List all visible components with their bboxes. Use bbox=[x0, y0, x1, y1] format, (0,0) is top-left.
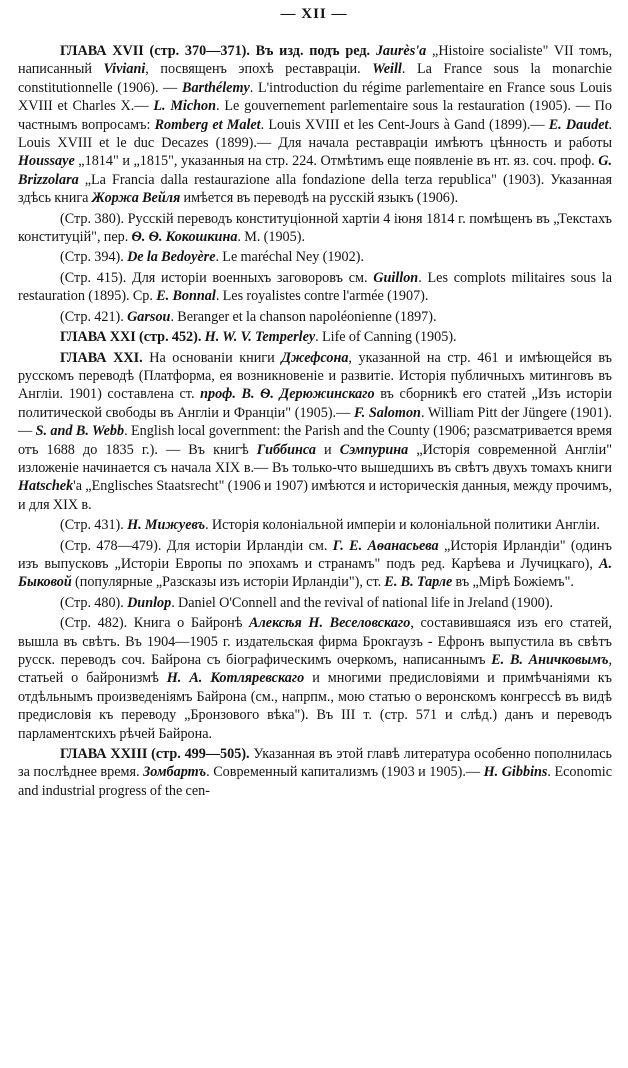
body-text: Указанная въ этой главѣ литература особенно пополнилась за послѣднее время. bbox=[18, 746, 612, 781]
paragraph-p1 bbox=[18, 42, 612, 208]
author-name: Houssaye bbox=[18, 153, 75, 170]
author-name: Н. А. Котляревскаго bbox=[166, 670, 305, 687]
author-name: Guillon bbox=[373, 269, 419, 286]
chapter-heading: ГЛАВА XXI (стр. 452). bbox=[60, 329, 205, 346]
body-text: (популярные „Разсказы изъ исторіи Ирландіи"), ст. bbox=[71, 574, 385, 591]
author-name: проф. В. Ѳ. Дерюжинскаго bbox=[200, 386, 375, 403]
paragraph-p2 bbox=[18, 210, 612, 247]
body-text: На основаніи книги bbox=[149, 349, 282, 366]
author-name: H. W. V. Temperley bbox=[204, 329, 316, 346]
body-text: . Le maréchal Ney (1902). bbox=[215, 249, 364, 266]
body-text: , составившаяся изъ его статей, вышла въ свѣтъ. Въ 1904—1905 г. издательская фирма Брокгаузъ - Ефронъ выпустила въ свѣтъ русск. переводъ соч. Байрона съ біографическимъ очеркомъ, написаннымъ bbox=[18, 615, 612, 668]
chapter-heading: ГЛАВА XXI. bbox=[60, 349, 150, 366]
author-name: Гиббинса bbox=[256, 441, 316, 458]
author-name: Е. В. Аничковымъ bbox=[491, 652, 609, 668]
author-name: Е. В. Тарле bbox=[384, 574, 453, 591]
author-name: Джефсона bbox=[281, 349, 349, 366]
author-name: De la Bedoyère bbox=[127, 249, 216, 266]
chapter-heading: ГЛАВА XXIII (стр. 499—505). bbox=[60, 746, 254, 763]
author-name: Ѳ. Ѳ. Кокошкина bbox=[131, 229, 238, 246]
body-text: 'а „Englisches Staatsrecht" (1906 и 1907) имѣются и историческія данныя, между прочимъ, и для XIX в. bbox=[18, 478, 612, 513]
author-name: S. and B. Webb bbox=[35, 423, 125, 440]
author-name: Зомбартъ bbox=[143, 764, 207, 781]
body-text: „La Francia dalla restaurazione alla fondazione della terza republica" (1903). Указанная здѣсь книга bbox=[18, 171, 612, 207]
body-text: (Стр. 415). Для исторіи военныхъ заговоровъ см. bbox=[60, 269, 374, 286]
body-text: (Стр. 431). bbox=[60, 517, 128, 534]
author-name: Г. Е. Аѳанасьева bbox=[332, 537, 439, 554]
author-name: L. Michon bbox=[153, 98, 217, 115]
author-name: Jaurès'a bbox=[375, 43, 427, 59]
paragraph-p4 bbox=[18, 269, 612, 306]
author-name: Жоржа Вейля bbox=[91, 190, 181, 207]
document-body bbox=[18, 42, 612, 802]
body-text: и bbox=[315, 441, 340, 458]
paragraph-p9 bbox=[18, 537, 612, 592]
body-text: (Стр. 480). bbox=[60, 594, 128, 611]
author-name: E. Daudet bbox=[548, 116, 609, 133]
paragraph-p8 bbox=[18, 516, 612, 534]
author-name: Н. Мижуевъ bbox=[127, 517, 206, 534]
body-text: . La France sous la monarchie constitutionnelle (1906). — bbox=[18, 61, 612, 96]
body-text: . Louis XVIII et le duc Decazes (1899).— Для начала реставраціи имѣютъ цѣнность и работы bbox=[18, 116, 612, 152]
body-text: „Histoire socialiste" VII томъ, написанный bbox=[18, 43, 613, 78]
body-text: . Les complots militaires sous la restauration (1895). Ср. bbox=[18, 269, 612, 305]
paragraph-p3 bbox=[18, 248, 612, 266]
author-name: Алексѣя Н. Веселовскаго bbox=[249, 615, 411, 632]
author-name: Romberg et Malet bbox=[154, 116, 261, 133]
body-text: . Life of Canning (1905). bbox=[315, 329, 457, 346]
paragraph-p10 bbox=[18, 594, 612, 612]
author-name: E. Bonnal bbox=[156, 288, 216, 305]
chapter-heading: ГЛАВА XVII (стр. 370—371). Въ изд. подъ ред. bbox=[60, 43, 376, 59]
paragraph-p6 bbox=[18, 328, 612, 346]
body-text: . Le gouvernement parlementaire sous la restauration (1905). — По частнымъ вопросамъ: bbox=[18, 98, 612, 133]
author-name: Barthélemy bbox=[182, 79, 250, 96]
body-text: (Стр. 478—479). Для исторіи Ирландіи см. bbox=[60, 537, 333, 554]
author-name: Сэмпурина bbox=[339, 441, 409, 458]
body-text: имѣется въ переводѣ на русскій языкъ (1906). bbox=[180, 190, 459, 207]
author-name: Garsou bbox=[127, 308, 171, 325]
body-text: „Исторія современной Англіи" изложеніе начинается съ начала XIX в.— Въ только-что вышедшихъ въ свѣтъ двухъ томахъ книги bbox=[18, 441, 613, 476]
author-name: А. Быковой bbox=[18, 555, 612, 591]
body-text: (Стр. 482). Книга о Байронѣ bbox=[60, 615, 250, 632]
body-text: . Исторія колоніальной имперіи и колоніальной политики Англіи. bbox=[205, 517, 600, 534]
author-name: Dunlop bbox=[127, 594, 172, 611]
body-text: „Исторія Ирландіи" (одинъ изъ выпусковъ „Исторіи Европы по эпохамъ и странамъ" подъ ред. Карѣева и Лучицкаго), bbox=[18, 537, 612, 572]
body-text: . Economic and industrial progress of the cen- bbox=[18, 764, 612, 799]
body-text: „1814" и „1815", указанныя на стр. 224. Отмѣтимъ еще появленіе въ нт. яз. соч. проф. bbox=[74, 153, 599, 170]
body-text: . English local government: the Parish and the County (1906; разсматривается время отъ 1688 до 1835 г.). — Въ книгѣ bbox=[18, 423, 612, 458]
paragraph-p7 bbox=[18, 349, 612, 515]
author-name: H. Gibbins bbox=[483, 764, 548, 781]
body-text: . L'introduction du régime parlementaire en France sous Louis XVIII et Charles X.— bbox=[18, 79, 612, 115]
body-text: , посвященъ эпохѣ реставраціи. bbox=[145, 61, 373, 78]
body-text: , указанной на стр. 461 и имѣющейся въ русскомъ переводѣ (Платформа, ея возникновеніе и развитіе. Исторія публичныхъ митинговъ въ Англіи. 1901) составлена ст. bbox=[18, 349, 613, 403]
body-text: въ „Мірѣ Божіемъ". bbox=[452, 574, 574, 591]
body-text: , статьей о байронизмѣ bbox=[18, 652, 613, 687]
paragraph-p11 bbox=[18, 614, 612, 743]
body-text: . Les royalistes contre l'armée (1907). bbox=[215, 288, 429, 305]
author-name: Weill bbox=[372, 61, 402, 78]
body-text: . М. (1905). bbox=[237, 229, 305, 246]
body-text: (Стр. 380). Русскій переводъ конституціонной хартіи 4 іюня 1814 г. помѣщенъ въ „Текстахъ конституцій", пер. bbox=[18, 210, 612, 246]
body-text: . Современный капитализмъ (1903 и 1905).— bbox=[206, 764, 484, 781]
paragraph-p5 bbox=[18, 308, 612, 326]
body-text: . Daniel O'Connell and the revival of national life in Jreland (1900). bbox=[171, 594, 554, 611]
body-text: (Стр. 394). bbox=[60, 249, 128, 266]
author-name: F. Salomon bbox=[354, 404, 421, 421]
page-number-header: — XII — bbox=[280, 6, 348, 22]
body-text: . William Pitt der Jüngere (1901).— bbox=[18, 404, 613, 440]
author-name: Viviani bbox=[103, 61, 146, 78]
body-text: въ сборникѣ его статей „Изъ исторіи политической свободы въ Англіи и Франціи" (1905).— bbox=[18, 386, 612, 421]
body-text: и многими предисловіями и примѣчаніями къ отдѣльнымъ произведеніямъ Байрона (см., напрпм., мою статью о веронскомъ конгрессѣ въ видѣ предисловія къ переводу „Бронзового вѣка"). Въ III т. (стр. 571 и слѣд.) данъ и переводъ парламентскихъ рѣчей Байрона. bbox=[18, 670, 612, 742]
body-text: . Louis XVIII et les Cent-Jours à Gand (1899).— bbox=[260, 116, 549, 133]
body-text: . Beranger et la chanson napoléonienne (1897). bbox=[170, 308, 437, 325]
author-name: Hatschek bbox=[18, 478, 74, 495]
author-name: G. Brizzolara bbox=[18, 153, 612, 188]
body-text: (Стр. 421). bbox=[60, 308, 128, 325]
paragraph-p12 bbox=[18, 745, 612, 800]
